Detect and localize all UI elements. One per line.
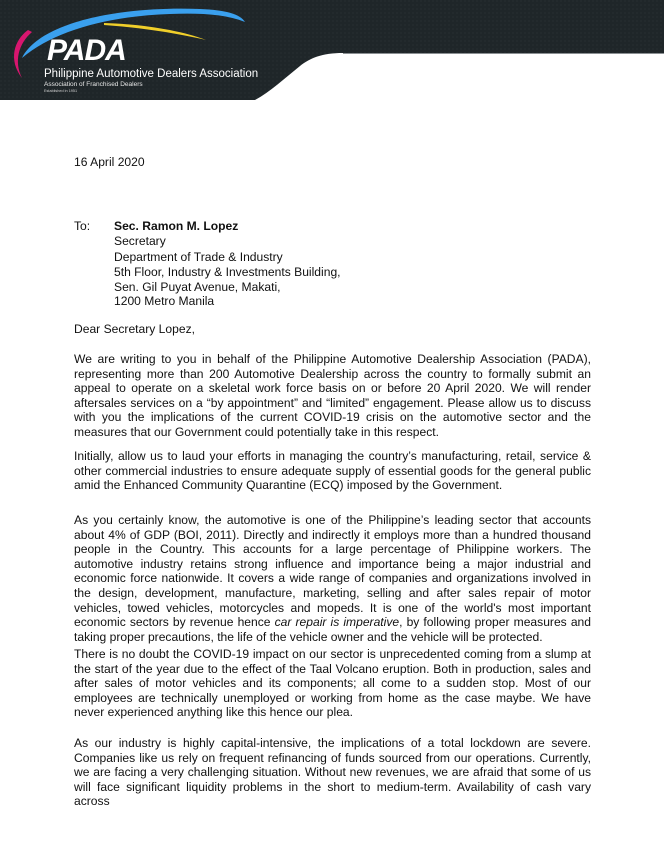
- org-name: Philippine Automotive Dealers Association: [44, 68, 259, 80]
- recipient-title: Secretary: [114, 233, 166, 248]
- logo-wordmark: PADA: [47, 34, 126, 67]
- paragraph-impact: There is no doubt the COVID-19 impact on our sector is unprecedented coming from a slump at the start of the year due to the effect of the Taal Volcano eruption. Both in production, sales and after sales of motor vehicles and its components; all come to a sudden stop. Most of our employees are technically unemployed or working from home as the case maybe. We have never experienced anything like this hence our plea.: [74, 647, 591, 720]
- paragraph-intro: We are writing to you in behalf of the Philippine Automotive Dealership Association (PADA), representing more than 200 Automotive Dealership across the country to formally submit an appeal to operate on a skeletal work force basis on or before 20 April 2020. We will render aftersales services on a “by appointment” and “limited” engagement. Please allow us to discuss with you the implications of the current COVID-19 crisis on the automotive sector and the measures that our Government could potentially take in this respect.: [74, 352, 591, 439]
- recipient-address-line3: 1200 Metro Manila: [114, 294, 215, 309]
- emphasis-car-repair: car repair is imperative: [274, 615, 400, 630]
- paragraph-capital: As our industry is highly capital-intensive, the implications of a total lockdown are severe. Companies like us rely on frequent refinancing of funds sourced from our operations. Currently, we are facing a very challenging situation. Without new revenues, we are afraid that some of us will face significant liquidity problems in the short to medium-term. Availability of cash vary across: [74, 736, 591, 809]
- paragraph-praise: Initially, allow us to laud your efforts in managing the country’s manufacturing, retail, service & other commercial industries to ensure adequate supply of essential goods for the general public amid the Enhanced Community Quarantine (ECQ) imposed by the Government.: [74, 449, 591, 493]
- paragraph-industry-text-end: , by following proper measures and taking proper precautions, the life of the vehicle owner and the vehicle will be protected.: [74, 615, 591, 644]
- salutation: Dear Secretary Lopez,: [74, 322, 195, 336]
- recipient-address-line1: 5th Floor, Industry & Investments Building,: [114, 264, 341, 279]
- org-established: Established in 1951: [44, 89, 78, 93]
- letter-date: 16 April 2020: [74, 155, 145, 169]
- letterhead: [0, 0, 664, 100]
- paragraph-industry: [74, 513, 591, 644]
- to-label: To:: [74, 219, 91, 233]
- paragraph-industry-text: As you certainly know, the automotive is one of the Philippine’s leading sector that accounts about 4% of GDP (BOI, 2011). Directly and indirectly it employs more than a hundred thousand people in the Country. This accounts for a large percentage of Philippine workers. The automotive industry retains strong influence and importance being a major industrial and economic force nationwide. It covers a wide range of companies and organizations involved in the design, development, manufacture, marketing, selling and after sales repair of motor vehicles, towed vehicles, motorcycles and mopeds. It is one of the world's most important economic sectors by revenue hence: [74, 513, 591, 630]
- recipient-department: Department of Trade & Industry: [114, 250, 283, 265]
- org-tagline: Association of Franchised Dealers: [44, 81, 143, 88]
- recipient-address-line2: Sen. Gil Puyat Avenue, Makati,: [114, 279, 281, 294]
- recipient-name: Sec. Ramon M. Lopez: [114, 219, 239, 233]
